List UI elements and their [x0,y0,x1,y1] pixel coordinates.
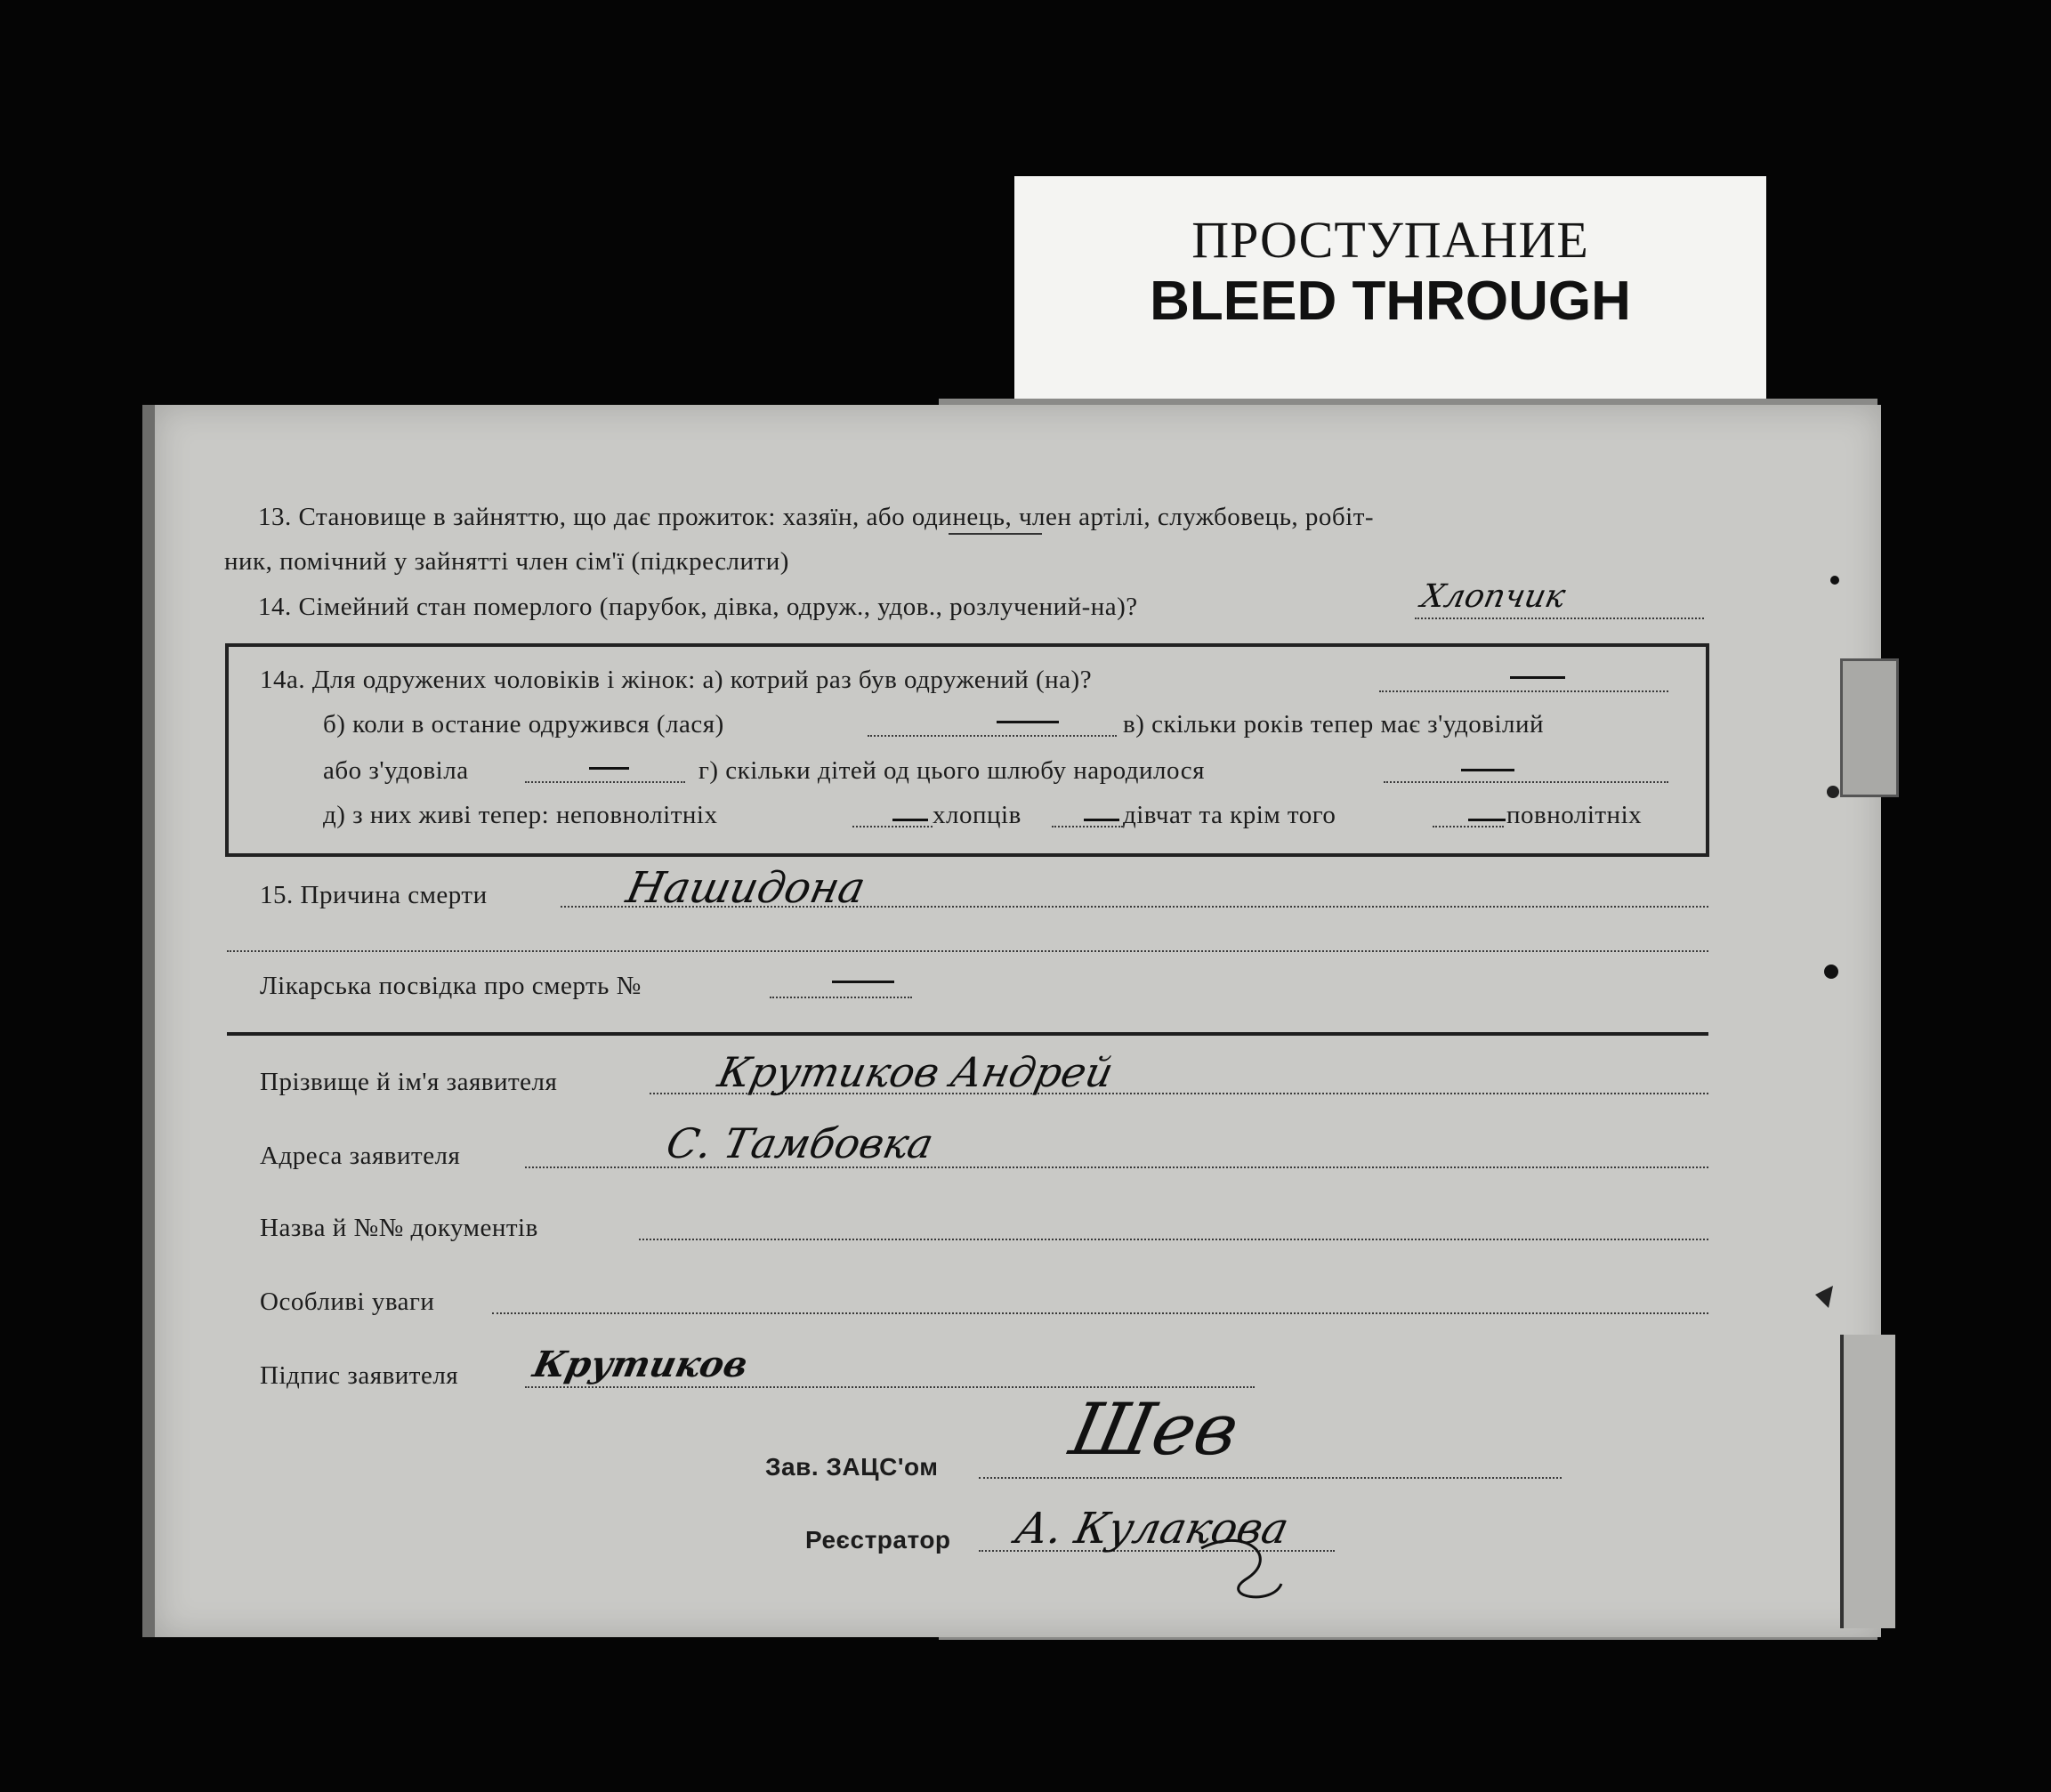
item14a-line-a: 14а. Для одружених чоловіків і жінок: а) котрий раз був одружений (на)? [260,666,1093,694]
medical-certificate-dash [832,981,894,983]
label-title-russian: ПРОСТУПАНИЕ [1191,211,1589,269]
item14a-d1-dash [892,819,928,821]
item14a-a-fill [1379,690,1668,692]
office-head-label: Зав. ЗАЦС'ом [765,1453,939,1481]
item14a-d3-dash [1468,819,1506,821]
item13-line2: ник, помічний у зайнятті член сім'ї (підкреслити) [224,547,789,576]
item14a-line-d4: повнолітніх [1506,801,1643,829]
item14a-c2-fill [1384,781,1668,783]
applicant-signature-handwritten: Крутиков [529,1344,752,1385]
registrar-signature-flourish [1192,1530,1290,1610]
item14a-line-b2: в) скільки років тепер має з'удовілий [1123,710,1545,739]
item14a-b-fill [868,735,1117,737]
item14a-c1-fill [525,781,685,783]
bleed-through-spots [1824,569,1877,1370]
item15-fill-line-2 [227,950,1708,952]
registrar-signature: А. Кулакова [1011,1504,1294,1554]
section-divider [227,1032,1708,1036]
item14a-line-c1: або з'удовіла [323,756,469,785]
item14a-line-c2: г) скільки дітей од цього шлюбу народилося [698,756,1205,785]
applicant-name-label: Прізвище й ім'я заявителя [260,1068,558,1096]
item15-label: 15. Причина смерти [260,881,488,909]
item14a-line-d3: дівчат та крім того [1123,801,1336,829]
item14a-c1-dash [589,767,629,770]
applicant-name-handwritten: Крутиков Андрей [714,1048,1118,1096]
form-sheet [142,405,1881,1637]
applicant-address-label: Адреса заявителя [260,1142,461,1170]
paper-flap-bottom [1840,1335,1895,1628]
office-head-fill [979,1477,1562,1479]
medical-certificate-fill [770,997,912,998]
item14a-line-b1: б) коли в остание одружився (лася) [323,710,724,739]
item14a-b-dash [997,721,1059,723]
item14a-line-d2: хлопців [933,801,1021,829]
applicant-documents-label: Назва й №№ документів [260,1214,538,1242]
bleed-through-label-card [1014,176,1766,400]
item14-label: 14. Сімейний стан померлого (парубок, дівка, одруж., удов., розлучений-на)? [258,593,1138,621]
item14a-d1-fill [852,826,933,827]
item14a-line-d1: д) з них живі тепер: неповнолітніх [323,801,718,829]
applicant-address-handwritten: С. Тамбовка [662,1119,938,1167]
medical-certificate-label: Лікарська посвідка про смерть № [260,972,642,1000]
applicant-notes-label: Особливі уваги [260,1287,435,1316]
applicant-documents-fill [639,1239,1708,1240]
item13-line1: 13. Становище в зайняттю, що дає прожиток: хазяїн, або одинець, член артілі, службовець, робіт- [258,503,1375,531]
item14a-d2-fill [1052,826,1123,827]
item13-underline-hazyain [949,533,1042,535]
item14-fill-line [1415,618,1704,619]
item15-handwritten-value: Нашидона [622,863,870,913]
item14a-a-dash [1510,676,1565,679]
label-title-english: BLEED THROUGH [1150,270,1631,332]
item14a-d2-dash [1084,819,1119,821]
item14-handwritten-value: Хлопчик [1417,578,1569,615]
applicant-notes-fill [492,1312,1708,1314]
applicant-signature-label: Підпис заявителя [260,1361,459,1390]
registrar-label: Реєстратор [805,1526,951,1554]
item14a-d3-fill [1433,826,1504,827]
office-head-signature: Шев [1063,1388,1247,1471]
item14a-c2-dash [1461,769,1514,771]
